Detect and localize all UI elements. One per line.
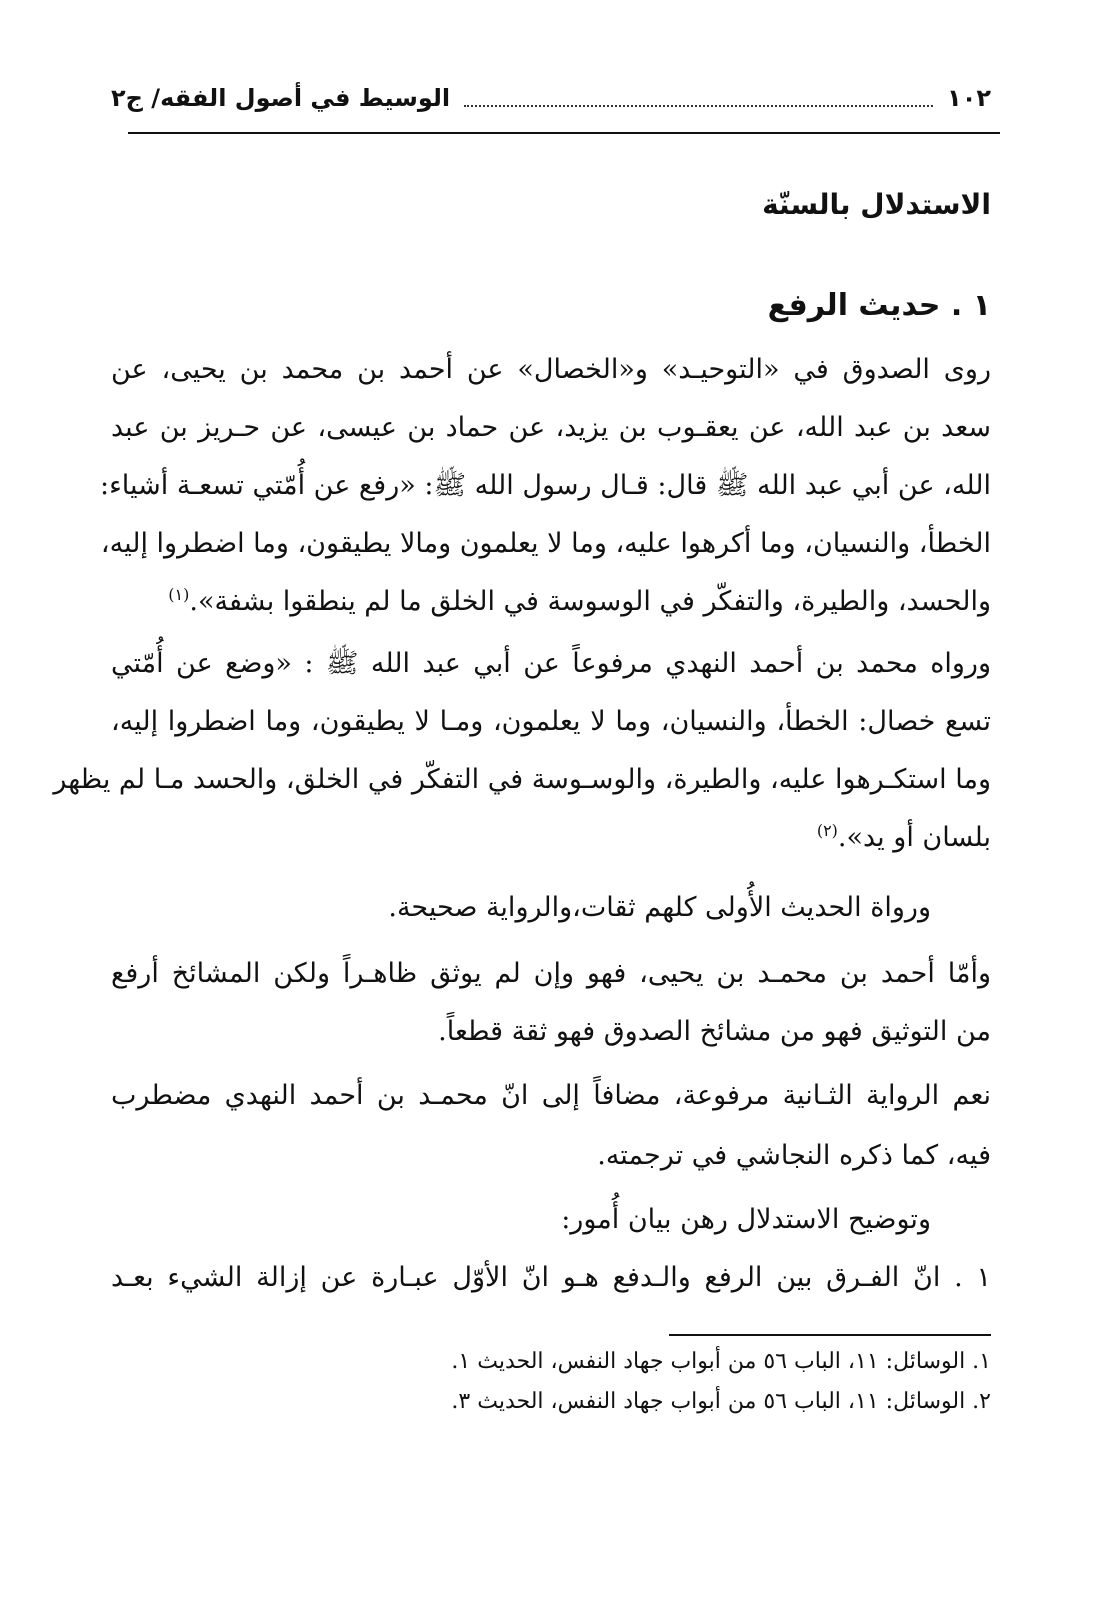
paragraph-1-line-5 <box>168 582 991 622</box>
paragraph-2-line-4 <box>817 818 991 858</box>
paragraph-3: ورواة الحديث الأُولى كلهم ثقات،والرواية صحيحة. <box>388 892 931 923</box>
footnote-rule <box>669 1334 991 1336</box>
paragraph-5-line-1: نعم الرواية الثـانية مرفوعة، مضافاً إلى انّ محمـد بن أحمد النهدي مضطرب <box>111 1080 991 1111</box>
paragraph-4-line-2: من التوثيق فهو من مشائخ الصدوق فهو ثقة قطعاً. <box>438 1016 991 1047</box>
section-heading: الاستدلال بالسنّة <box>762 188 991 221</box>
running-header <box>111 78 991 118</box>
paragraph-1-line-3: الله، عن أبي عبد الله ﷺ قال: قـال رسول الله ﷺ: «رفع عن أُمّتي تسعـة أشياء: <box>100 470 991 501</box>
footnote-ref-2: (٢) <box>816 821 838 840</box>
footnote-ref-1: (١) <box>168 585 190 604</box>
paragraph-6: وتوضيح الاستدلال رهن بيان أُمور: <box>561 1204 931 1235</box>
paragraph-4-line-1: وأمّا أحمد بن محمـد بن يحيى، فهو وإن لم يوثق ظاهـراً ولكن المشائخ أرفع <box>111 958 991 989</box>
paragraph-7: ١ . انّ الفـرق بين الرفع والـدفع هـو انّ الأوّل عبـارة عن إزالة الشيء بعـد <box>111 1262 991 1293</box>
paragraph-2-line-1: ورواه محمد بن أحمد النهدي مرفوعاً عن أبي عبد الله ﷺ : «وضع عن أُمّتي <box>111 648 991 679</box>
header-dot-leader <box>464 89 933 107</box>
paragraph-5-line-2: فيه، كما ذكره النجاشي في ترجمته. <box>597 1140 991 1171</box>
paragraph-2-line-3: وما استكـرهوا عليه، والطيرة، والوسـوسة في التفكّر في الخلق، والحسد مـا لم يظهر <box>53 764 991 795</box>
paragraph-1-line-4: الخطأ، والنسيان، وما أكرهوا عليه، وما لا يعلمون ومالا يطيقون، وما اضطروا إليه، <box>100 528 991 559</box>
paragraph-1-line-2: سعد بن عبد الله، عن يعقـوب بن يزيد، عن حماد بن عيسى، عن حـريز بن عبد <box>111 412 991 443</box>
header-rule <box>128 132 1000 134</box>
subheading: ١ . حديث الرفع <box>767 288 991 323</box>
footnote-2: ٢. الوسائل: ١١، الباب ٥٦ من أبواب جهاد النفس، الحديث ٣. <box>451 1389 991 1414</box>
paragraph-2-line-4-text: بلسان أو يد». <box>837 822 991 853</box>
paragraph-1-line-1: روى الصدوق في «التوحيـد» و«الخصال» عن أحمد بن محمد بن يحيى، عن <box>111 354 991 385</box>
footnote-1: ١. الوسائل: ١١، الباب ٥٦ من أبواب جهاد النفس، الحديث ١. <box>451 1349 991 1374</box>
book-title: الوسيط في أصول الفقه/ ج٢ <box>111 84 451 112</box>
paragraph-1-line-5-text: والحسد، والطيرة، والتفكّر في الوسوسة في الخلق ما لم ينطقوا بشفة». <box>189 586 991 617</box>
paragraph-2-line-2: تسع خصال: الخطأ، والنسيان، وما لا يعلمون، ومـا لا يطيقون، وما اضطروا إليه، <box>111 706 991 737</box>
page-number: ١٠٢ <box>947 84 991 112</box>
